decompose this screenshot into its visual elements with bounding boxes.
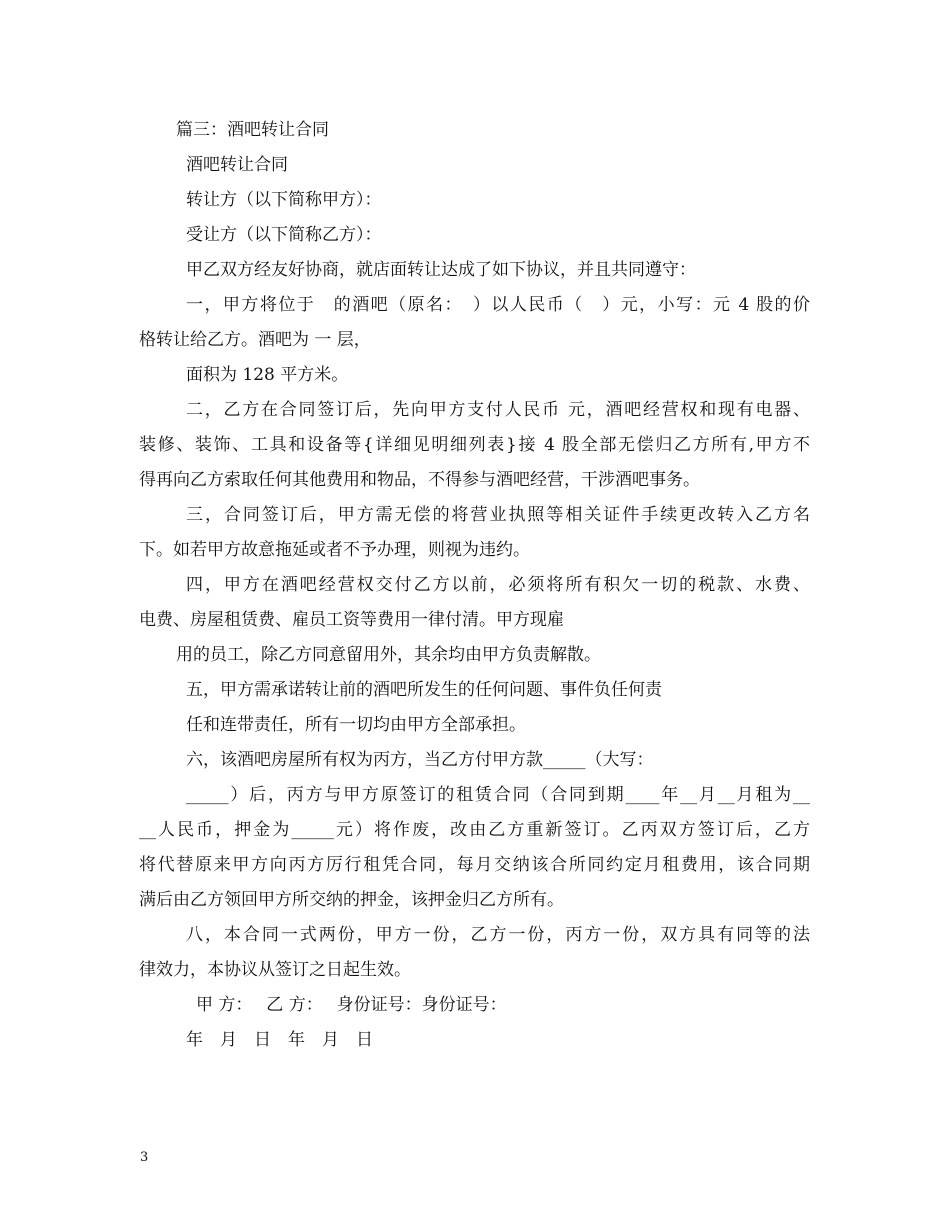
clause-2-line-1: 二，乙方在合同签订后，先向甲方支付人民币 元，酒吧经营权和现有电器、: [186, 400, 810, 420]
clause-3-line-2: 下。如若甲方故意拖延或者不予办理，则视为违约。: [139, 540, 530, 560]
clause-6-line-3: __人民币，押金为_____元）将作废，改由乙方重新签订。乙丙双方签订后，乙方: [139, 820, 810, 840]
clause-6-line-1: 六，该酒吧房屋所有权为丙方，当乙方付甲方款_____（大写：: [186, 750, 654, 770]
transferee-line: 受让方（以下简称乙方）：: [186, 225, 382, 245]
clause-6-line-4: 将代替原来甲方向丙方厉行租凭合同，每月交纳该合所同约定月租费用，该合同期: [139, 855, 810, 875]
clause-8-line-1: 八，本合同一式两份，甲方一份，乙方一份，丙方一份，双方具有同等的法: [186, 925, 810, 945]
contract-title: 酒吧转让合同: [186, 155, 288, 175]
transferor-line: 转让方（以下简称甲方）：: [186, 190, 382, 210]
page-number: 3: [140, 1150, 149, 1165]
signature-line: 甲 方： 乙 方： 身份证号：身份证号：: [196, 995, 507, 1015]
clause-8-line-2: 律效力，本协议从签订之日起生效。: [139, 960, 411, 980]
clause-5-line-2: 任和连带责任，所有一切均由甲方全部承担。: [186, 715, 526, 735]
clause-2-line-3: 得再向乙方索取任何其他费用和物品，不得参与酒吧经营，干涉酒吧事务。: [139, 470, 700, 490]
clause-6-line-5: 满后由乙方领回甲方所交纳的押金，该押金归乙方所有。: [139, 890, 564, 910]
date-line: 年 月 日 年 月 日: [186, 1030, 373, 1050]
clause-6-line-2: _____）后，丙方与甲方原签订的租赁合同（合同到期____年__月__月租为__: [186, 785, 810, 805]
clause-2-line-2: 装修、装饰、工具和设备等{详细见明细列表}接 4 股全部无偿归乙方所有,甲方不: [139, 435, 810, 455]
clause-4-line-2: 电费、房屋租赁费、雇员工资等费用一律付清。甲方现雇: [139, 610, 564, 630]
clause-4-line-1: 四，甲方在酒吧经营权交付乙方以前，必须将所有积欠一切的税款、水费、: [186, 575, 810, 595]
clause-5-line-1: 五，甲方需承诺转让前的酒吧所发生的任何问题、事件负任何责: [186, 680, 662, 700]
preamble-line: 甲乙双方经友好协商，就店面转让达成了如下协议，并且共同遵守：: [186, 260, 696, 280]
section-heading: 篇三：酒吧转让合同: [176, 120, 329, 140]
clause-1-line-1: 一，甲方将位于 的酒吧（原名： ）以人民币（ ）元，小写：元 4 股的价: [186, 295, 810, 315]
clause-3-line-1: 三，合同签订后，甲方需无偿的将营业执照等相关证件手续更改转入乙方名: [186, 505, 810, 525]
clause-1-line-3: 面积为 128 平方米。: [186, 365, 349, 385]
clause-4-line-3: 用的员工，除乙方同意留用外，其余均由甲方负责解散。: [176, 645, 601, 665]
clause-1-line-2: 格转让给乙方。酒吧为 一 层，: [139, 330, 371, 350]
